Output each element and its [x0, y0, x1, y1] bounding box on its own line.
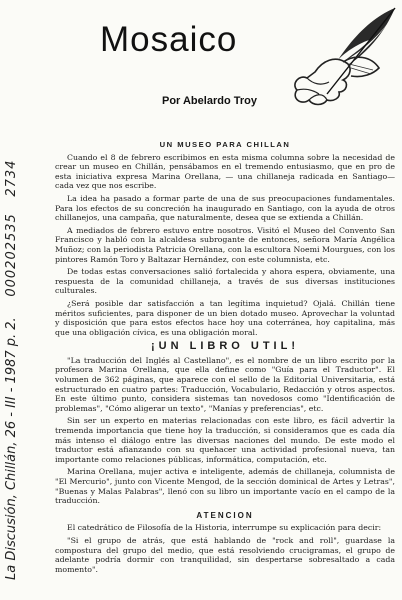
archive-number: 2734 [4, 159, 19, 197]
archive-margin-note [4, 0, 22, 580]
byline: Por Abelardo Troy [162, 95, 257, 107]
paragraph: La idea ha pasado a formar parte de una de sus preocupaciones fundamentales. Para los efectos de su concreción ha inaugurado en Santiago, con la ayuda de otros chillanejos, una campaña, que naturalmente, desea que se extienda a Chillán. [55, 193, 395, 223]
section-heading-museo: UN MUSEO PARA CHILLAN [159, 140, 291, 149]
paragraph: De todas estas conversaciones salió fortalecida y ahora espera, obviamente, una respuesta de la comunidad chillaneja, a través de sus diversas instituciones culturales. [55, 267, 395, 296]
handwritten-citation: La Discusión, Chillán, 26 - III - 1987 p. 2. [4, 317, 19, 580]
archive-code: 000202535 [4, 213, 19, 297]
paragraph: A mediados de febrero estuvo entre nosotros. Visitó el Museo del Convento San Francisco y habló con la alcaldesa subrogante de entonces, señora María Angélica Muñoz; con la periodista Patricia Orellana, con la escultora Noemi Mourgues, con los pintores Ramón Toro y Baltazar Hernández, con este columnista, etc. [55, 225, 395, 264]
quill-hand-icon [283, 2, 401, 120]
section-heading-atencion: ATENCION [196, 510, 254, 520]
column-title: Mosaico [100, 20, 238, 59]
paragraph: "La traducción del Inglés al Castellano", es el nombre de un libro escrito por la profesora Marina Orellana, que ella define como "Guía para el Traductor". El volumen de 362 páginas, que aparece con el sello de la Editorial Universitaria, está estructurado en cuatro partes: Traducción, Vocabulario, Redacción y otros aspectos. En este último punto, considera sistemas tan novedosos como "Identificación de problemas", "Cómo aligerar un texto", "Manías y preferencias", etc. [55, 355, 395, 413]
paragraph: Marina Orellana, mujer activa e inteligente, además de chillaneja, columnista de "El Mercurio", junto con Vicente Mengod, de la sección dominical de Artes y Letras", "Buenas y Malas Palabras", llenó con su libro un importante vacío en el campo de la traducción. [55, 467, 395, 506]
paragraph: Cuando el 8 de febrero escribimos en esta misma columna sobre la necesidad de crear un museo en Chillán, pensábamos en el tremendo entusiasmo, que en pro de esta iniciativa expresa Marina Orellana, — una chillaneja radicada en Santiago— cada vez que nos escribe. [55, 152, 395, 191]
paragraph: "Si el grupo de atrás, que está hablando de "rock and roll", guardase la compostura del grupo del medio, que está resolviendo crucigramas, el grupo de adelante podría dormir con tranquilidad, sin despertarse sobresaltado a cada momento". [55, 535, 395, 574]
article-body [55, 137, 395, 577]
section-heading-libro: ¡UN LIBRO UTIL! [151, 340, 299, 353]
paragraph: El catedrático de Filosofía de la Historia, interrumpe su explicación para decir: [67, 523, 382, 533]
paragraph: Sin ser un experto en materias relacionadas con este libro, es fácil advertir la tremenda importancia que tiene hoy la traducción, si consideramos que es cada día más intenso el diálogo entre las diversas naciones del mundo. De este modo el traductor está afianzando con su quehacer una actividad profesional nueva, tan importante como relaciones públicas, informática, computación, etc. [55, 416, 395, 464]
paragraph: ¿Será posible dar satisfacción a tan legítima inquietud? Ojalá. Chillán tiene méritos suficientes, para disponer de un bien dotado museo. Aprovechar la voluntad y disposición que para estos efectos hace hoy una coterránea, hoy capitalina, más que una obligación cívica, es una obligación moral. [55, 298, 395, 337]
